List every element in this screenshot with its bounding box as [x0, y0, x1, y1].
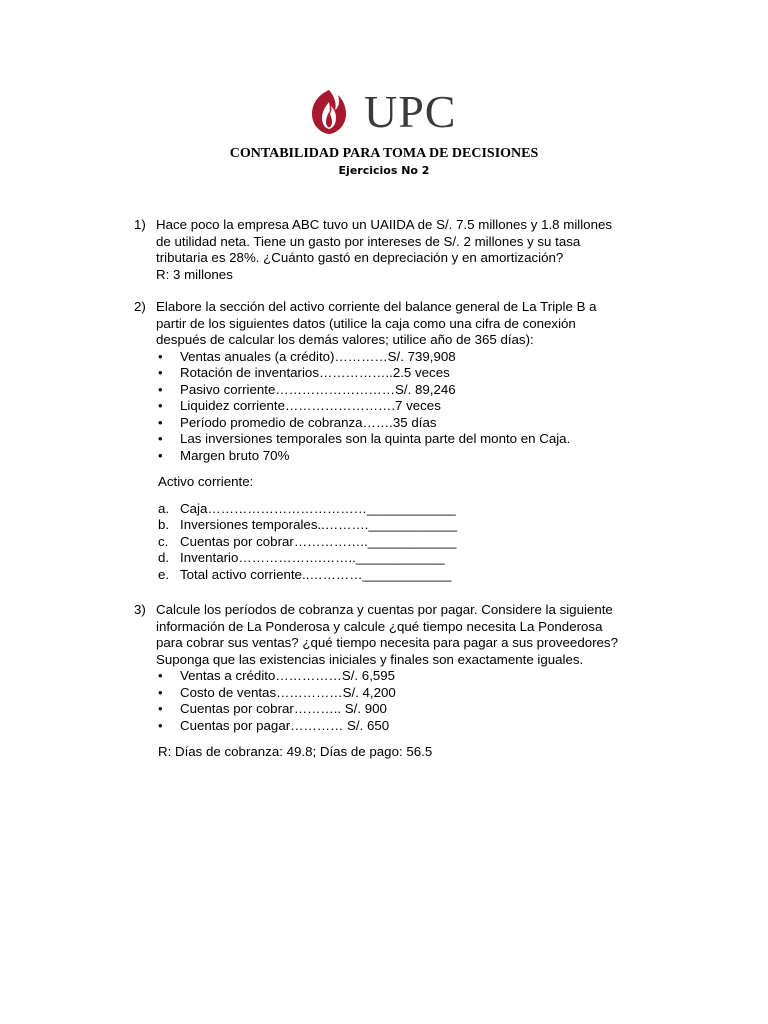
list-item — [158, 550, 654, 567]
question-2 — [134, 299, 654, 583]
question-text-line: tributaria es 28%. ¿Cuánto gastó en depreciación y en amortización? — [156, 250, 564, 265]
question-3 — [134, 602, 654, 761]
list-item: • Rotación de inventarios……………..2.5 veces — [158, 365, 654, 382]
item-text: Total activo corriente..…………____________ — [180, 566, 452, 582]
item-text: Inventario……………….……..____________ — [180, 550, 445, 565]
question-text-line: información de La Ponderosa y calcule ¿qué tiempo necesita La Ponderosa — [156, 618, 603, 634]
question-text-line: partir de los siguientes datos (utilice la caja como una cifra de conexión — [156, 315, 576, 331]
item-text: Caja………………………………____________ — [180, 500, 456, 516]
question-text-line: Elabore la sección del activo corriente del balance general de La Triple B a — [156, 299, 597, 314]
document-subtitle: Ejercicios No 2 — [338, 164, 430, 177]
list-item: • Pasivo corriente………………………S/. 89,246 — [158, 382, 654, 399]
list-item: • Liquidez corriente…………………….7 veces — [158, 398, 654, 415]
answer-text: R: Días de cobranza: 49.8; Días de pago: 56.5 — [158, 744, 433, 759]
item-letter: a. — [158, 500, 170, 516]
list-item: • Cuentas por cobrar……….. S/. 900 — [158, 701, 654, 718]
list-item: • Cuentas por pagar………… S/. 650 — [158, 718, 654, 735]
list-item: • Costo de ventas……………S/. 4,200 — [158, 685, 654, 702]
question-number: 3) — [134, 602, 146, 617]
item-text: Cuentas por cobrar……………..____________ — [180, 533, 457, 549]
list-item — [158, 534, 654, 551]
list-item: • Ventas anuales (a crédito)…………S/. 739,908 — [158, 349, 654, 366]
list-item: • Las inversiones temporales son la quinta parte del monto en Caja. — [158, 431, 654, 448]
fill-in-list — [158, 501, 654, 584]
data-bullet-list — [158, 668, 654, 734]
data-bullet-list — [158, 349, 654, 465]
logo-wordmark: UPC — [364, 86, 457, 137]
item-letter: b. — [158, 517, 170, 532]
question-text-line: para cobrar sus ventas? ¿qué tiempo necesita para pagar a sus proveedores? — [156, 635, 618, 650]
list-item: • Ventas a crédito……………S/. 6,595 — [158, 668, 654, 685]
item-letter: d. — [158, 550, 170, 565]
item-text: Inversiones temporales..……….____________ — [180, 517, 458, 532]
question-text-line: Hace poco la empresa ABC tuvo un UAIIDA de S/. 7.5 millones y 1.8 millones — [156, 217, 613, 232]
list-item — [158, 567, 654, 584]
question-text-line: Calcule los períodos de cobranza y cuentas por pagar. Considere la siguiente — [156, 602, 613, 617]
question-number: 1) — [134, 217, 146, 232]
section-label: Activo corriente: — [158, 474, 254, 489]
item-letter: e. — [158, 566, 170, 582]
list-item — [158, 517, 654, 534]
list-item — [158, 501, 654, 518]
question-text-line: Suponga que las existencias iniciales y finales son exactamente iguales. — [156, 651, 584, 667]
question-number: 2) — [134, 299, 146, 314]
upc-logo — [304, 88, 456, 136]
answer-text: R: 3 millones — [156, 266, 233, 282]
list-item: • Período promedio de cobranza…….35 días — [158, 415, 654, 432]
upc-flame-icon — [304, 88, 354, 136]
item-letter: c. — [158, 533, 169, 549]
list-item: • Margen bruto 70% — [158, 448, 654, 465]
question-1 — [134, 217, 654, 283]
question-text-line: después de calcular los demás valores; utilice año de 365 días): — [156, 332, 534, 347]
question-text-line: de utilidad neta. Tiene un gasto por intereses de S/. 2 millones y su tasa — [156, 233, 581, 249]
document-title: CONTABILIDAD PARA TOMA DE DECISIONES — [229, 146, 539, 161]
